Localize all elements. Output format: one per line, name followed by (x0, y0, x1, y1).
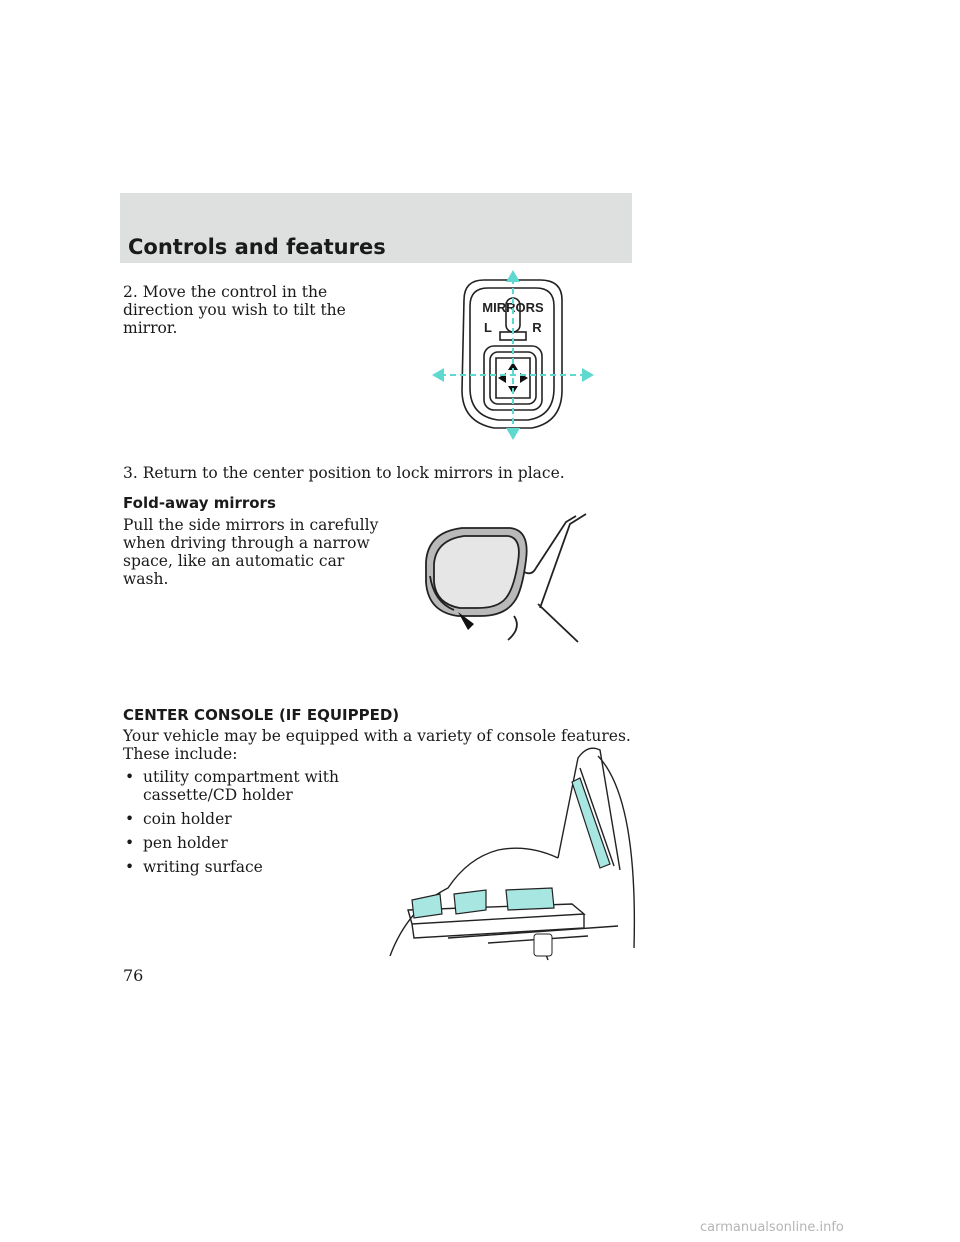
bullet-icon: • (125, 834, 135, 852)
utility-compartment (506, 888, 554, 910)
pen-holder (534, 934, 552, 956)
foldaway-text: Pull the side mirrors in carefully when driving through a narrow space, like an automatic car wash. (123, 516, 379, 588)
step-3-text: 3. Return to the center position to lock mirrors in place. (123, 464, 565, 482)
list-item-text: utility compartment with cassette/CD holder (143, 768, 339, 804)
mirrors-label: MIRRORS (482, 300, 544, 315)
console-intro-text: Your vehicle may be equipped with a variety of console features. These include: (123, 727, 631, 763)
center-console-heading: CENTER CONSOLE (IF EQUIPPED) (123, 706, 400, 724)
list-item (123, 810, 353, 828)
list-item-text: pen holder (143, 834, 228, 852)
section-title: Controls and features (128, 235, 386, 259)
console-features-list (123, 768, 353, 882)
step-2-text: 2. Move the control in the direction you wish to tilt the mirror. (123, 283, 346, 337)
footer-watermark: carmanualsonline.info (700, 1220, 844, 1235)
foldaway-heading: Fold-away mirrors (123, 494, 276, 512)
list-item (123, 834, 353, 852)
right-label: R (532, 320, 542, 335)
bullet-icon: • (125, 768, 135, 786)
coin-holder (454, 890, 486, 914)
bullet-icon: • (125, 858, 135, 876)
list-item (123, 768, 353, 804)
foldaway-mirror-illustration (418, 512, 598, 642)
page-number: 76 (123, 966, 144, 985)
writing-surface (572, 778, 610, 868)
list-item (123, 858, 353, 876)
mirror-control-illustration (430, 270, 600, 445)
cassette-cd-compartment (412, 894, 442, 918)
center-console-illustration (388, 738, 638, 960)
section-header-band (120, 193, 632, 263)
left-label: L (484, 320, 492, 335)
bullet-icon: • (125, 810, 135, 828)
list-item-text: writing surface (143, 858, 263, 876)
list-item-text: coin holder (143, 810, 232, 828)
